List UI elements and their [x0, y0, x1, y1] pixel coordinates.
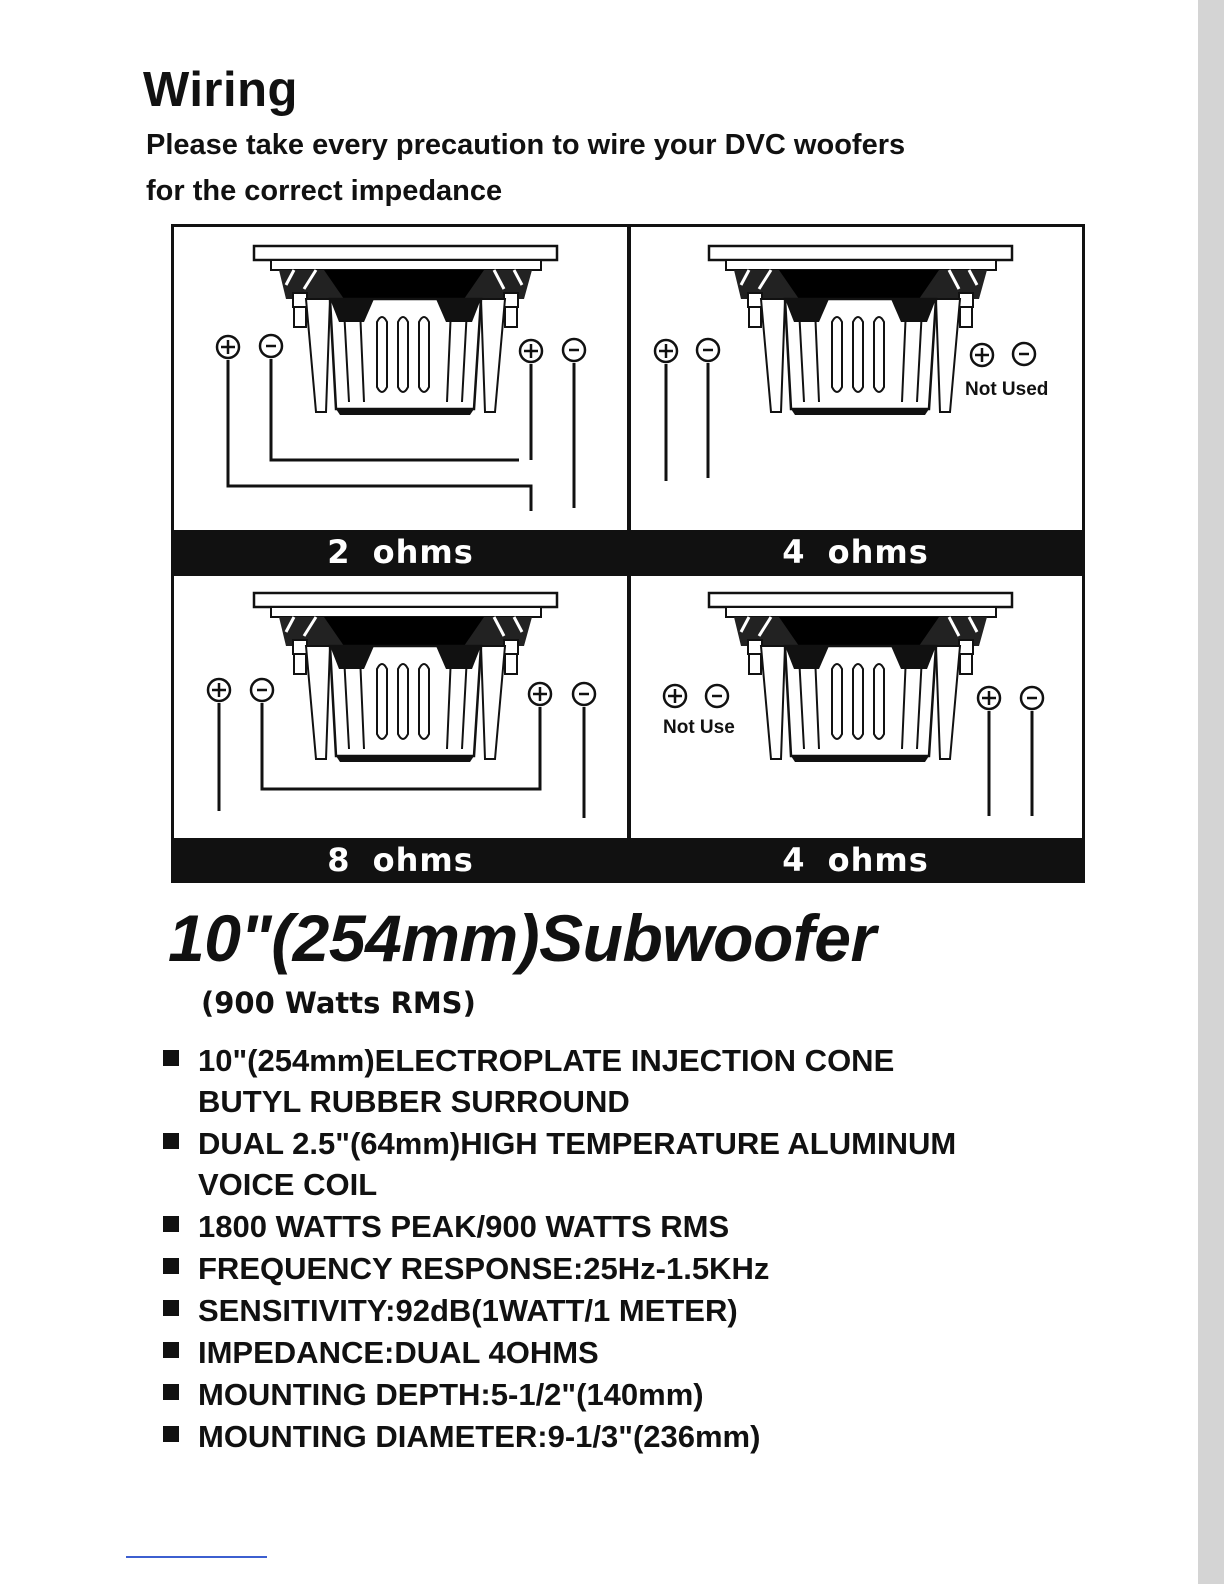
list-item: SENSITIVITY:92dB(1WATT/1 METER) — [163, 1290, 1163, 1331]
impedance-label: 8 ohms — [174, 838, 627, 880]
page-subtitle — [146, 122, 905, 214]
not-used-note: Not Used — [965, 379, 1049, 400]
square-bullet-icon — [163, 1216, 179, 1232]
wiring-diagram-8-ohms — [174, 574, 627, 919]
list-item: 10"(254mm)ELECTROPLATE INJECTION CONE BUTYL RUBBER SURROUND — [163, 1040, 1163, 1122]
square-bullet-icon — [163, 1258, 179, 1274]
page-edge-strip — [1198, 0, 1224, 1584]
feature-list — [163, 1040, 1163, 1458]
list-item: 1800 WATTS PEAK/900 WATTS RMS — [163, 1206, 1163, 1247]
impedance-label: 4 ohms — [629, 838, 1082, 880]
square-bullet-icon — [163, 1050, 179, 1066]
list-item: IMPEDANCE:DUAL 4OHMS — [163, 1332, 1163, 1373]
list-item: MOUNTING DIAMETER:9-1/3"(236mm) — [163, 1416, 1163, 1457]
grid-divider-horizontal — [174, 572, 1082, 576]
list-item: DUAL 2.5"(64mm)HIGH TEMPERATURE ALUMINUM VOICE COIL — [163, 1123, 1163, 1205]
footer-rule — [126, 1556, 267, 1558]
subtitle-line-2: for the correct impedance — [146, 175, 503, 207]
square-bullet-icon — [163, 1300, 179, 1316]
square-bullet-icon — [163, 1342, 179, 1358]
product-rms: (900 Watts RMS) — [201, 986, 476, 1020]
subtitle-line-1: Please take every precaution to wire your DVC woofers — [146, 129, 906, 161]
impedance-label: 2 ohms — [174, 530, 627, 572]
grid-divider-vertical — [627, 227, 631, 880]
wiring-diagram-4-ohms-b — [629, 574, 1082, 919]
list-item: FREQUENCY RESPONSE:25Hz-1.5KHz — [163, 1248, 1163, 1289]
page-title: Wiring — [143, 63, 298, 117]
wiring-diagram-2-ohms — [174, 227, 627, 572]
wiring-diagram-grid — [171, 224, 1085, 883]
list-item: MOUNTING DEPTH:5-1/2"(140mm) — [163, 1374, 1163, 1415]
square-bullet-icon — [163, 1133, 179, 1149]
not-use-note: Not Use — [663, 717, 735, 738]
product-title: 10"(254mm)Subwoofer — [168, 901, 876, 975]
square-bullet-icon — [163, 1426, 179, 1442]
impedance-label: 4 ohms — [629, 530, 1082, 572]
wiring-diagram-4-ohms-a — [629, 227, 1082, 572]
square-bullet-icon — [163, 1384, 179, 1400]
